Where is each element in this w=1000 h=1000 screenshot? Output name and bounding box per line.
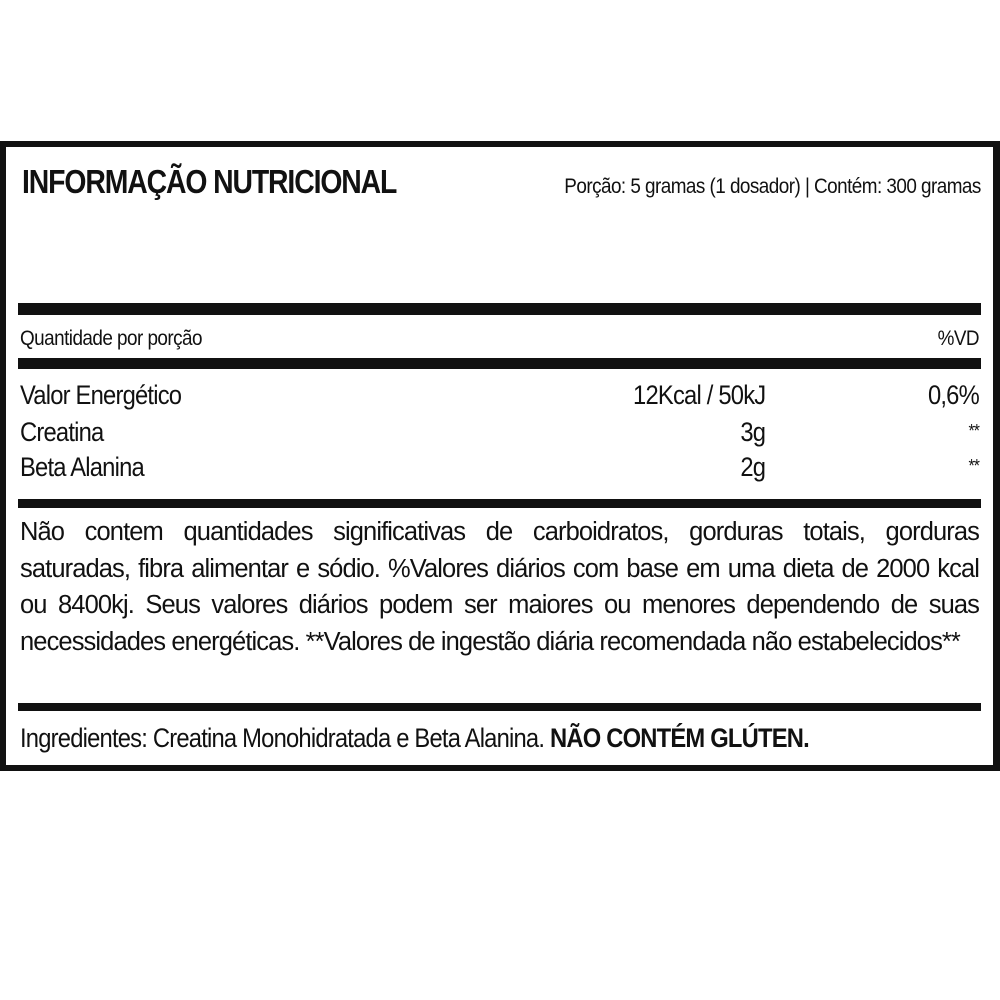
nutrient-daily-value: **: [968, 421, 979, 441]
nutrient-name: Valor Energético: [20, 380, 182, 410]
table-row: [20, 380, 979, 414]
divider-thick-rows: [18, 499, 981, 508]
nutrient-amount: 2g: [740, 452, 765, 482]
nutrient-daily-value: 0,6%: [928, 380, 979, 410]
divider-thick-footnote: [18, 703, 981, 711]
quantity-per-serving-header: Quantidade por porção: [20, 327, 203, 350]
nutrient-daily-value: **: [968, 456, 979, 476]
nutrient-name: Creatina: [20, 417, 104, 447]
label-title: INFORMAÇÃO NUTRICIONAL: [22, 163, 397, 200]
ingredients-line: [20, 723, 809, 754]
table-row: [20, 417, 979, 451]
nutrient-amount: 3g: [740, 417, 765, 447]
divider-thick-header: [18, 358, 981, 369]
nutrient-name: Beta Alanina: [20, 452, 144, 482]
daily-value-header: %VD: [937, 327, 979, 350]
footnote-paragraph: Não contem quantidades significativas de carboidratos, gorduras totais, gorduras saturadas, fibra alimentar e sódio. %Valores diários com base em uma dieta de 2000 kcal ou 8400kj. Seus valores diários podem ser maiores ou menores dependendo de suas necessidades energéticas. **Valores de ingestão diária recomendada não estabelecidos**: [20, 518, 979, 656]
gluten-warning: NÃO CONTÉM GLÚTEN.: [549, 723, 809, 753]
serving-info: Porção: 5 gramas (1 dosador) | Contém: 300 gramas: [564, 175, 981, 198]
nutrition-facts-label: [0, 141, 1000, 771]
nutrient-amount: 12Kcal / 50kJ: [632, 380, 765, 410]
table-row: [20, 452, 979, 486]
divider-thick-top: [18, 303, 981, 315]
ingredients-text: Ingredientes: Creatina Monohidratada e Beta Alanina.: [20, 723, 545, 753]
table-header: [20, 327, 979, 355]
